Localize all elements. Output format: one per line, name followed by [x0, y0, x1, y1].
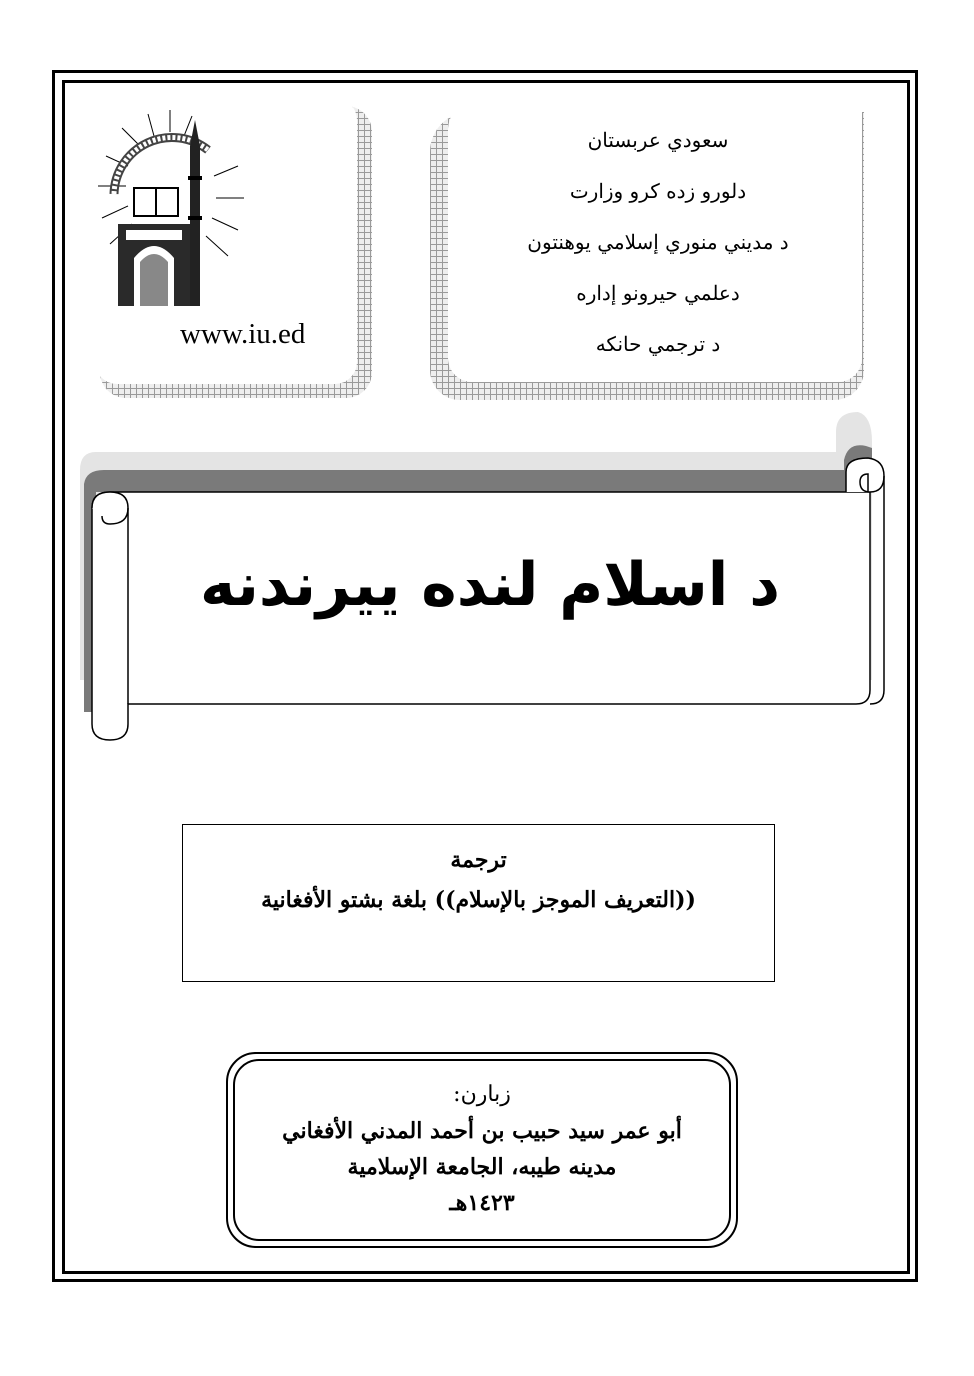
info-line-university: د مديني منوري إسلامي يوهنتون [527, 230, 789, 254]
translation-original-title: ((التعريف الموجز بالإسلام)) بلغة بشتو الأفغانية [261, 887, 696, 913]
university-logo-icon [88, 106, 258, 306]
translation-box [182, 824, 775, 982]
info-line-department: دعلمي حيرونو إداره [576, 281, 740, 305]
publication-year: ١٤٢٣هـ [449, 1190, 515, 1216]
website-url[interactable]: www.iu.ed [180, 318, 306, 350]
translation-label: ترجمة [450, 847, 507, 873]
institution-info [448, 120, 868, 375]
author-box [233, 1059, 731, 1241]
info-line-country: سعودي عربستان [587, 128, 729, 152]
translator-affiliation: مدينه طيبه، الجامعة الإسلامية [347, 1154, 617, 1180]
info-line-section: د ترجمي حانكه [595, 332, 721, 356]
info-line-ministry: دلورو زده كرو وزارت [569, 179, 747, 203]
translator-label: زبارن: [453, 1082, 511, 1107]
book-title: د اسلام لنده ييرندنه [199, 550, 781, 620]
translator-name: أبو عمر سيد حبيب بن أحمد المدني الأفغاني [282, 1118, 682, 1144]
